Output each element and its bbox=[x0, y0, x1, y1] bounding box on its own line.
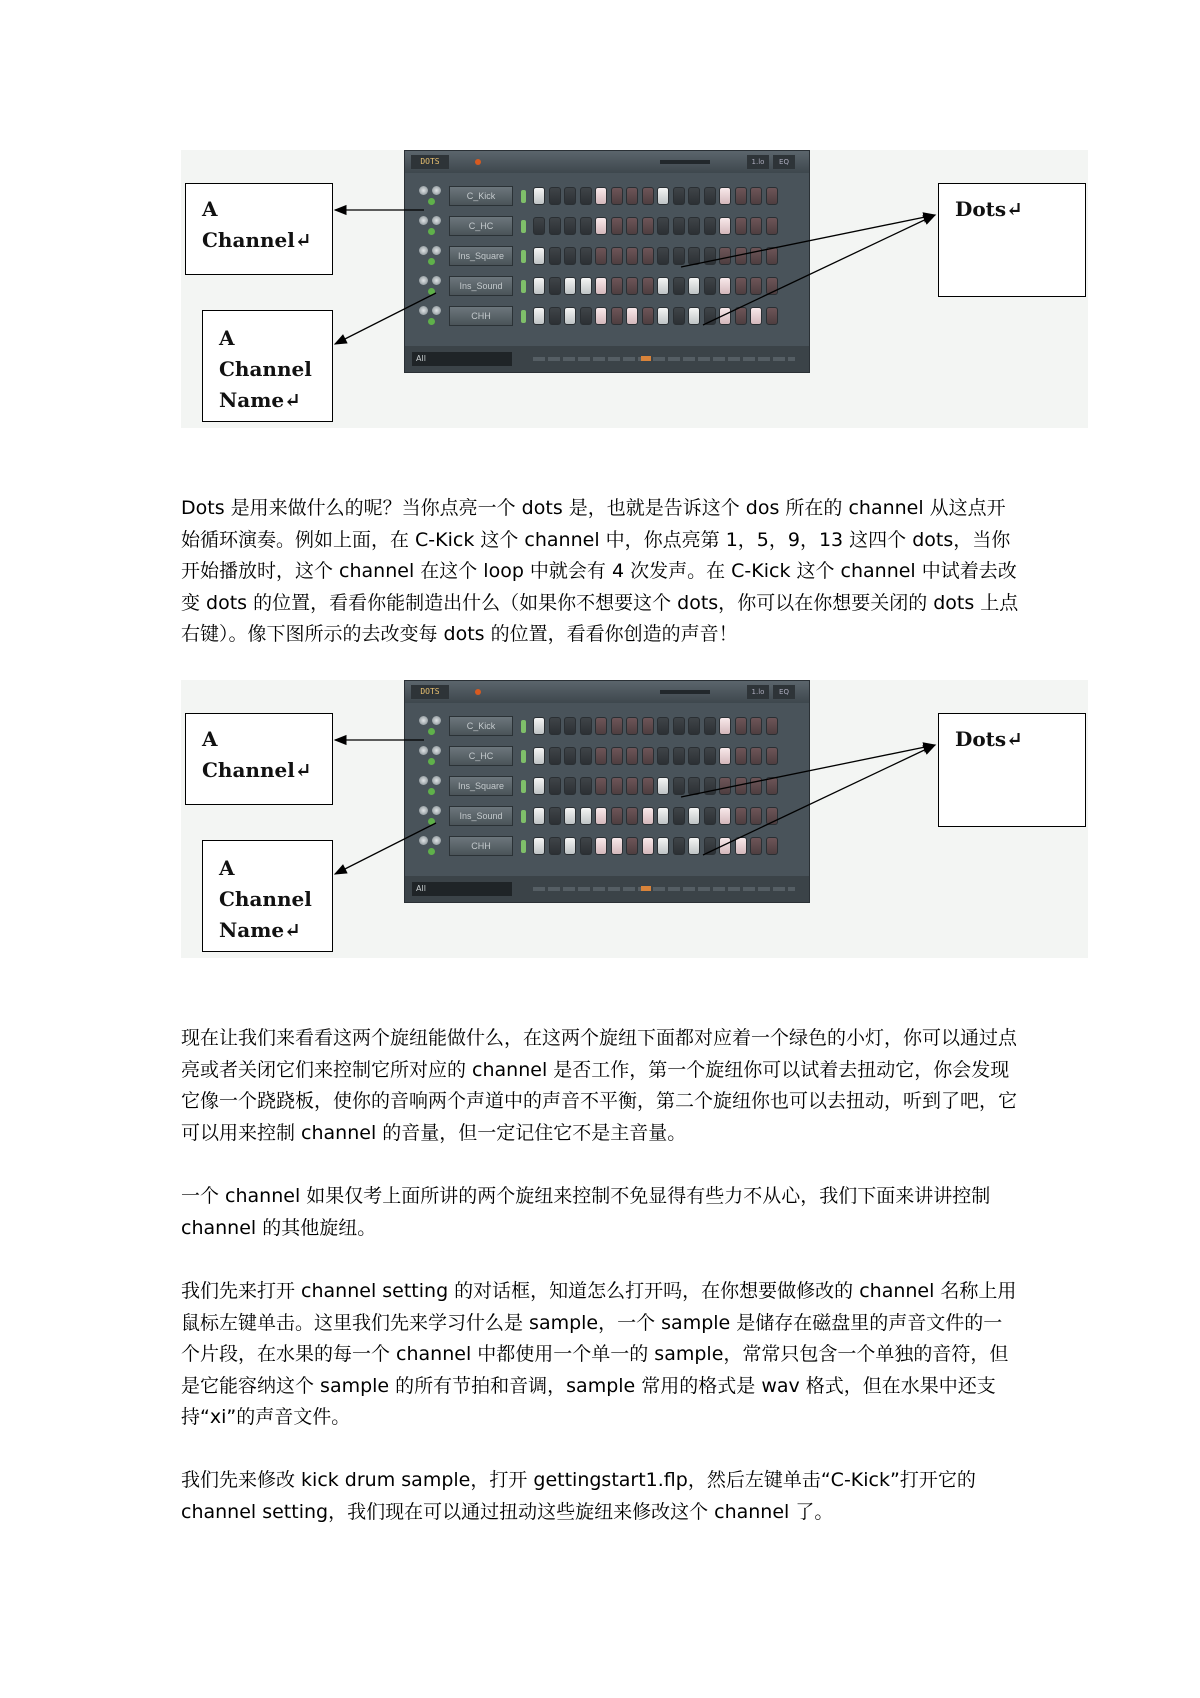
label-channel: A Channel↵ bbox=[202, 727, 312, 782]
step-dot-off[interactable] bbox=[688, 747, 700, 765]
step-dot-off[interactable] bbox=[735, 217, 747, 235]
step-dot-off[interactable] bbox=[766, 307, 778, 325]
step-dot-on[interactable] bbox=[595, 277, 607, 295]
step-dot-off[interactable] bbox=[673, 837, 685, 855]
step-dot-off[interactable] bbox=[673, 747, 685, 765]
step-dot-off[interactable] bbox=[626, 217, 638, 235]
step-dot-off[interactable] bbox=[704, 717, 716, 735]
paragraph-knobs: 现在让我们来看看这两个旋纽能做什么，在这两个旋纽下面都对应着一个绿色的小灯，你可以通过点亮或者关闭它们来控制它所对应的 channel 是否工作，第一个旋纽你可以试着去扭动它，你会发现它像一个跷跷板，使你的音响两个声道中的声音不平衡，第二个旋纽你也可以去扭动，听到了吧，它可以用来控制 channel 的音量，但一定记住它不是主音量。 bbox=[181, 1027, 1018, 1144]
channel-select-indicator[interactable] bbox=[521, 840, 526, 853]
step-dot-off[interactable] bbox=[595, 247, 607, 265]
label-box-channel bbox=[185, 713, 333, 805]
step-dot-off[interactable] bbox=[595, 747, 607, 765]
label-dots: Dots↵ bbox=[955, 727, 1023, 751]
step-dot-off[interactable] bbox=[549, 747, 561, 765]
label-name-line2: Name↵ bbox=[219, 388, 301, 412]
step-dot-on[interactable] bbox=[719, 807, 731, 825]
step-dot-off[interactable] bbox=[564, 247, 576, 265]
step-dot-on[interactable] bbox=[564, 307, 576, 325]
step-dot-off[interactable] bbox=[766, 217, 778, 235]
pan-knob-icon[interactable] bbox=[419, 836, 428, 845]
pan-knob-icon[interactable] bbox=[419, 746, 428, 755]
step-dot-on[interactable] bbox=[688, 807, 700, 825]
step-dot-on[interactable] bbox=[719, 837, 731, 855]
channel-select-indicator[interactable] bbox=[521, 780, 526, 793]
step-dot-off[interactable] bbox=[611, 217, 623, 235]
step-dot-off[interactable] bbox=[564, 717, 576, 735]
channel-select-indicator[interactable] bbox=[521, 190, 526, 203]
label-name-line2: Name↵ bbox=[219, 918, 301, 942]
channel-name-button[interactable]: Ins_Square bbox=[449, 776, 513, 796]
step-dot-off[interactable] bbox=[673, 277, 685, 295]
channel-led-icon[interactable] bbox=[428, 758, 435, 765]
step-dot-off[interactable] bbox=[580, 307, 592, 325]
label-name-line1: A Channel bbox=[219, 856, 312, 911]
step-dot-off[interactable] bbox=[642, 777, 654, 795]
step-dot-off[interactable] bbox=[688, 777, 700, 795]
step-sequencer-window bbox=[404, 150, 810, 373]
step-dot-off[interactable] bbox=[766, 747, 778, 765]
channel-select-indicator[interactable] bbox=[521, 750, 526, 763]
step-dot-off[interactable] bbox=[549, 837, 561, 855]
step-dot-off[interactable] bbox=[549, 277, 561, 295]
step-dot-off[interactable] bbox=[657, 247, 669, 265]
volume-knob-icon[interactable] bbox=[432, 306, 441, 315]
step-dot-off[interactable] bbox=[564, 187, 576, 205]
step-dot-on[interactable] bbox=[688, 307, 700, 325]
channel-row bbox=[405, 774, 811, 800]
sequencer-titlebar bbox=[405, 681, 809, 703]
step-dot-off[interactable] bbox=[735, 807, 747, 825]
settings-button[interactable]: EQ bbox=[773, 685, 795, 699]
step-dot-off[interactable] bbox=[642, 217, 654, 235]
step-dot-on[interactable] bbox=[642, 837, 654, 855]
settings-button[interactable]: EQ bbox=[773, 155, 795, 169]
pan-knob-icon[interactable] bbox=[419, 306, 428, 315]
step-dot-on[interactable] bbox=[595, 837, 607, 855]
step-dot-on[interactable] bbox=[533, 717, 545, 735]
filter-select[interactable]: All bbox=[412, 352, 512, 366]
label-channel: A Channel↵ bbox=[202, 197, 312, 252]
step-dot-on[interactable] bbox=[719, 717, 731, 735]
step-dot-on[interactable] bbox=[580, 277, 592, 295]
volume-knob-icon[interactable] bbox=[432, 276, 441, 285]
volume-knob-icon[interactable] bbox=[432, 246, 441, 255]
step-dot-off[interactable] bbox=[704, 747, 716, 765]
label-box-channel bbox=[185, 183, 333, 275]
volume-knob-icon[interactable] bbox=[432, 746, 441, 755]
pattern-scrollbar[interactable] bbox=[533, 887, 795, 891]
step-dot-on[interactable] bbox=[657, 777, 669, 795]
step-dot-off[interactable] bbox=[549, 247, 561, 265]
step-dot-on[interactable] bbox=[657, 187, 669, 205]
step-dot-off[interactable] bbox=[611, 247, 623, 265]
volume-knob-icon[interactable] bbox=[432, 216, 441, 225]
step-dot-on[interactable] bbox=[533, 307, 545, 325]
figure-1 bbox=[181, 150, 1088, 428]
step-dot-off[interactable] bbox=[611, 187, 623, 205]
step-dot-off[interactable] bbox=[750, 277, 762, 295]
channel-led-icon[interactable] bbox=[428, 228, 435, 235]
label-box-dots bbox=[938, 713, 1086, 827]
channel-led-icon[interactable] bbox=[428, 198, 435, 205]
step-dot-on[interactable] bbox=[564, 807, 576, 825]
step-dot-off[interactable] bbox=[735, 717, 747, 735]
channel-knobs bbox=[419, 776, 445, 798]
label-box-channel-name bbox=[202, 310, 333, 422]
channel-row bbox=[405, 184, 811, 210]
channel-knobs bbox=[419, 716, 445, 738]
step-dot-off[interactable] bbox=[673, 807, 685, 825]
step-dot-off[interactable] bbox=[626, 837, 638, 855]
step-dot-off[interactable] bbox=[704, 217, 716, 235]
step-dot-off[interactable] bbox=[611, 717, 623, 735]
channel-name-button[interactable]: C_HC bbox=[449, 746, 513, 766]
label-dots: Dots↵ bbox=[955, 197, 1023, 221]
step-dot-on[interactable] bbox=[626, 307, 638, 325]
step-dot-off[interactable] bbox=[580, 837, 592, 855]
label-box-dots bbox=[938, 183, 1086, 297]
step-dot-off[interactable] bbox=[673, 187, 685, 205]
channel-led-icon[interactable] bbox=[428, 258, 435, 265]
step-dot-off[interactable] bbox=[673, 307, 685, 325]
step-dot-off[interactable] bbox=[766, 807, 778, 825]
step-dot-on[interactable] bbox=[719, 747, 731, 765]
step-dot-off[interactable] bbox=[735, 307, 747, 325]
channel-select-indicator[interactable] bbox=[521, 720, 526, 733]
step-dot-off[interactable] bbox=[611, 277, 623, 295]
channel-select-indicator[interactable] bbox=[521, 220, 526, 233]
step-dot-off[interactable] bbox=[766, 777, 778, 795]
paragraph-other-knobs: 一个 channel 如果仅考上面所讲的两个旋纽来控制不免显得有些力不从心，我们下面来讲讲控制 channel 的其他旋纽。 bbox=[181, 1185, 991, 1239]
step-dot-off[interactable] bbox=[735, 747, 747, 765]
channel-knobs bbox=[419, 216, 445, 238]
step-dot-off[interactable] bbox=[704, 187, 716, 205]
step-dot-off[interactable] bbox=[626, 717, 638, 735]
step-dot-off[interactable] bbox=[657, 747, 669, 765]
channel-name-button[interactable]: CHH bbox=[449, 306, 513, 326]
pan-knob-icon[interactable] bbox=[419, 276, 428, 285]
step-dot-off[interactable] bbox=[611, 807, 623, 825]
pan-knob-icon[interactable] bbox=[419, 716, 428, 725]
channel-led-icon[interactable] bbox=[428, 788, 435, 795]
step-dot-off[interactable] bbox=[766, 837, 778, 855]
volume-knob-icon[interactable] bbox=[432, 776, 441, 785]
pan-knob-icon[interactable] bbox=[419, 216, 428, 225]
step-dot-off[interactable] bbox=[642, 247, 654, 265]
step-dot-off[interactable] bbox=[750, 747, 762, 765]
step-dot-off[interactable] bbox=[580, 777, 592, 795]
pattern-scrollbar[interactable] bbox=[533, 357, 795, 361]
step-dot-off[interactable] bbox=[580, 717, 592, 735]
step-dot-off[interactable] bbox=[549, 717, 561, 735]
step-dot-on[interactable] bbox=[657, 807, 669, 825]
step-dot-off[interactable] bbox=[642, 717, 654, 735]
scroll-thumb[interactable] bbox=[641, 886, 651, 891]
channel-knobs bbox=[419, 186, 445, 208]
step-dot-on[interactable] bbox=[688, 837, 700, 855]
step-dot-off[interactable] bbox=[626, 807, 638, 825]
step-dot-off[interactable] bbox=[704, 807, 716, 825]
step-dot-on[interactable] bbox=[533, 807, 545, 825]
channel-name-button[interactable]: CHH bbox=[449, 836, 513, 856]
step-dot-off[interactable] bbox=[611, 747, 623, 765]
channel-select-indicator[interactable] bbox=[521, 310, 526, 323]
step-dot-off[interactable] bbox=[549, 187, 561, 205]
step-dot-off[interactable] bbox=[626, 247, 638, 265]
step-dot-on[interactable] bbox=[719, 217, 731, 235]
step-dot-off[interactable] bbox=[580, 217, 592, 235]
channel-led-icon[interactable] bbox=[428, 318, 435, 325]
channel-select-indicator[interactable] bbox=[521, 250, 526, 263]
paragraph-dots: Dots 是用来做什么的呢？当你点亮一个 dots 是，也就是告诉这个 dos 所在的 channel 从这点开始循环演奏。例如上面，在 C-Kick 这个 channel 中，你点亮第 1，5，9，13 这四个 dots，当你开始播放时，这个 channel 在这个 loop 中就会有 4 次发声。在 C-Kick 这个 channel 中试着去改变 dots 的位置，看看你能制造出什么（如果你不想要这个 dots，你可以在你想要关闭的 dots 上点右键）。像下图所示的去改变每 dots 的位置，看看你创造的声音！ bbox=[181, 497, 1019, 645]
step-dot-off[interactable] bbox=[533, 217, 545, 235]
channel-row bbox=[405, 834, 811, 860]
step-dot-on[interactable] bbox=[688, 277, 700, 295]
step-dot-off[interactable] bbox=[750, 187, 762, 205]
step-sequencer-window bbox=[404, 680, 810, 903]
scroll-thumb[interactable] bbox=[641, 356, 651, 361]
step-dot-off[interactable] bbox=[642, 307, 654, 325]
step-dot-off[interactable] bbox=[704, 837, 716, 855]
step-dot-off[interactable] bbox=[549, 307, 561, 325]
channel-row bbox=[405, 714, 811, 740]
step-dot-off[interactable] bbox=[580, 247, 592, 265]
volume-knob-icon[interactable] bbox=[432, 186, 441, 195]
volume-knob-icon[interactable] bbox=[432, 716, 441, 725]
swing-slider[interactable] bbox=[660, 160, 710, 164]
step-dot-off[interactable] bbox=[766, 277, 778, 295]
view-button[interactable]: 1.lo bbox=[747, 155, 769, 169]
step-dot-off[interactable] bbox=[611, 307, 623, 325]
view-button[interactable]: 1.lo bbox=[747, 685, 769, 699]
step-dot-off[interactable] bbox=[673, 777, 685, 795]
step-dot-off[interactable] bbox=[704, 307, 716, 325]
step-dot-on[interactable] bbox=[719, 277, 731, 295]
swing-slider[interactable] bbox=[660, 690, 710, 694]
step-dot-off[interactable] bbox=[626, 747, 638, 765]
channel-name-button[interactable]: Ins_Sound bbox=[449, 276, 513, 296]
step-dot-on[interactable] bbox=[750, 307, 762, 325]
figure-2 bbox=[181, 680, 1088, 958]
channel-row bbox=[405, 244, 811, 270]
channel-row bbox=[405, 804, 811, 830]
step-dot-off[interactable] bbox=[549, 777, 561, 795]
step-dot-off[interactable] bbox=[766, 717, 778, 735]
channel-name-button[interactable]: Ins_Square bbox=[449, 246, 513, 266]
step-dot-off[interactable] bbox=[735, 277, 747, 295]
step-dot-off[interactable] bbox=[688, 247, 700, 265]
step-dot-on[interactable] bbox=[533, 277, 545, 295]
fruit-logo-icon: DOTS bbox=[411, 155, 449, 169]
step-dot-on[interactable] bbox=[533, 747, 545, 765]
step-dot-off[interactable] bbox=[750, 837, 762, 855]
step-dot-off[interactable] bbox=[549, 807, 561, 825]
step-dot-off[interactable] bbox=[626, 277, 638, 295]
channel-knobs bbox=[419, 276, 445, 298]
step-dot-off[interactable] bbox=[704, 247, 716, 265]
step-dot-on[interactable] bbox=[611, 837, 623, 855]
step-dot-off[interactable] bbox=[611, 777, 623, 795]
step-dot-off[interactable] bbox=[688, 217, 700, 235]
label-name-line1: A Channel bbox=[219, 326, 312, 381]
channel-led-icon[interactable] bbox=[428, 848, 435, 855]
pan-knob-icon[interactable] bbox=[419, 806, 428, 815]
volume-knob-icon[interactable] bbox=[432, 806, 441, 815]
step-dot-on[interactable] bbox=[657, 837, 669, 855]
channel-led-icon[interactable] bbox=[428, 728, 435, 735]
label-box-channel-name bbox=[202, 840, 333, 952]
channel-knobs bbox=[419, 306, 445, 328]
step-dot-off[interactable] bbox=[719, 247, 731, 265]
step-dot-off[interactable] bbox=[735, 247, 747, 265]
step-dot-on[interactable] bbox=[564, 837, 576, 855]
step-dot-on[interactable] bbox=[533, 837, 545, 855]
step-dot-off[interactable] bbox=[642, 277, 654, 295]
step-dot-on[interactable] bbox=[657, 277, 669, 295]
step-dot-off[interactable] bbox=[750, 777, 762, 795]
step-dot-off[interactable] bbox=[626, 777, 638, 795]
step-dot-on[interactable] bbox=[657, 307, 669, 325]
channel-row bbox=[405, 274, 811, 300]
step-dot-off[interactable] bbox=[564, 777, 576, 795]
channel-led-icon[interactable] bbox=[428, 288, 435, 295]
step-dot-off[interactable] bbox=[750, 217, 762, 235]
channel-name-button[interactable]: Ins_Sound bbox=[449, 806, 513, 826]
step-dot-on[interactable] bbox=[719, 307, 731, 325]
step-dot-off[interactable] bbox=[766, 187, 778, 205]
step-dot-off[interactable] bbox=[688, 187, 700, 205]
channel-name-button[interactable]: C_Kick bbox=[449, 186, 513, 206]
step-dot-off[interactable] bbox=[704, 277, 716, 295]
channel-knobs bbox=[419, 836, 445, 858]
sequencer-titlebar bbox=[405, 151, 809, 173]
step-dot-off[interactable] bbox=[735, 777, 747, 795]
channel-knobs bbox=[419, 746, 445, 768]
step-dot-on[interactable] bbox=[719, 187, 731, 205]
step-dot-off[interactable] bbox=[564, 747, 576, 765]
sequencer-footer bbox=[405, 876, 809, 902]
pan-knob-icon[interactable] bbox=[419, 186, 428, 195]
pan-knob-icon[interactable] bbox=[419, 246, 428, 255]
step-dot-on[interactable] bbox=[533, 247, 545, 265]
step-dot-off[interactable] bbox=[657, 217, 669, 235]
pan-knob-icon[interactable] bbox=[419, 776, 428, 785]
channel-name-button[interactable]: C_HC bbox=[449, 216, 513, 236]
step-dot-off[interactable] bbox=[673, 717, 685, 735]
step-dot-on[interactable] bbox=[564, 277, 576, 295]
paragraph-kick-drum: 我们先来修改 kick drum sample，打开 gettingstart1.flp，然后左键单击“C-Kick”打开它的 channel setting，我们现在可以通过扭动这些旋纽来修改这个 channel 了。 bbox=[181, 1469, 976, 1523]
channel-row bbox=[405, 744, 811, 770]
channel-knobs bbox=[419, 246, 445, 268]
channel-row bbox=[405, 304, 811, 330]
step-dot-on[interactable] bbox=[580, 807, 592, 825]
channel-select-indicator[interactable] bbox=[521, 810, 526, 823]
step-dot-off[interactable] bbox=[735, 187, 747, 205]
sequencer-footer bbox=[405, 346, 809, 372]
step-dot-off[interactable] bbox=[704, 777, 716, 795]
step-dot-off[interactable] bbox=[642, 747, 654, 765]
step-dot-off[interactable] bbox=[673, 247, 685, 265]
step-dot-on[interactable] bbox=[595, 187, 607, 205]
step-dot-off[interactable] bbox=[580, 747, 592, 765]
step-dot-off[interactable] bbox=[580, 187, 592, 205]
filter-select[interactable]: All bbox=[412, 882, 512, 896]
step-dot-on[interactable] bbox=[735, 837, 747, 855]
step-dot-off[interactable] bbox=[564, 217, 576, 235]
step-dot-off[interactable] bbox=[750, 247, 762, 265]
step-dot-off[interactable] bbox=[673, 217, 685, 235]
step-dot-off[interactable] bbox=[750, 807, 762, 825]
fruit-logo-icon: DOTS bbox=[411, 685, 449, 699]
channel-select-indicator[interactable] bbox=[521, 280, 526, 293]
step-dot-on[interactable] bbox=[533, 777, 545, 795]
step-dot-off[interactable] bbox=[750, 717, 762, 735]
channel-row bbox=[405, 214, 811, 240]
step-dot-on[interactable] bbox=[595, 217, 607, 235]
step-dot-off[interactable] bbox=[626, 187, 638, 205]
channel-led-icon[interactable] bbox=[428, 818, 435, 825]
step-dot-on[interactable] bbox=[595, 807, 607, 825]
step-dot-off[interactable] bbox=[642, 187, 654, 205]
step-dot-on[interactable] bbox=[533, 187, 545, 205]
step-dot-off[interactable] bbox=[657, 717, 669, 735]
step-dot-on[interactable] bbox=[642, 807, 654, 825]
step-dot-off[interactable] bbox=[688, 717, 700, 735]
step-dot-off[interactable] bbox=[766, 247, 778, 265]
step-dot-off[interactable] bbox=[719, 777, 731, 795]
channel-knobs bbox=[419, 806, 445, 828]
step-dot-on[interactable] bbox=[595, 307, 607, 325]
channel-name-button[interactable]: C_Kick bbox=[449, 716, 513, 736]
volume-knob-icon[interactable] bbox=[432, 836, 441, 845]
step-dot-off[interactable] bbox=[595, 777, 607, 795]
swing-indicator-icon bbox=[475, 689, 481, 695]
paragraph-channel-setting: 我们先来打开 channel setting 的对话框，知道怎么打开吗，在你想要做修改的 channel 名称上用鼠标左键单击。这里我们先来学习什么是 sample，一个 sample 是储存在磁盘里的声音文件的一个片段，在水果的每一个 channel 中都使用一个单一的 sample，常常只包含一个单独的音符，但是它能容纳这个 sample 的所有节拍和音调，sample 常用的格式是 wav 格式，但在水果中还支持“xi”的声音文件。 bbox=[181, 1280, 1017, 1428]
step-dot-off[interactable] bbox=[549, 217, 561, 235]
step-dot-off[interactable] bbox=[595, 717, 607, 735]
swing-indicator-icon bbox=[475, 159, 481, 165]
